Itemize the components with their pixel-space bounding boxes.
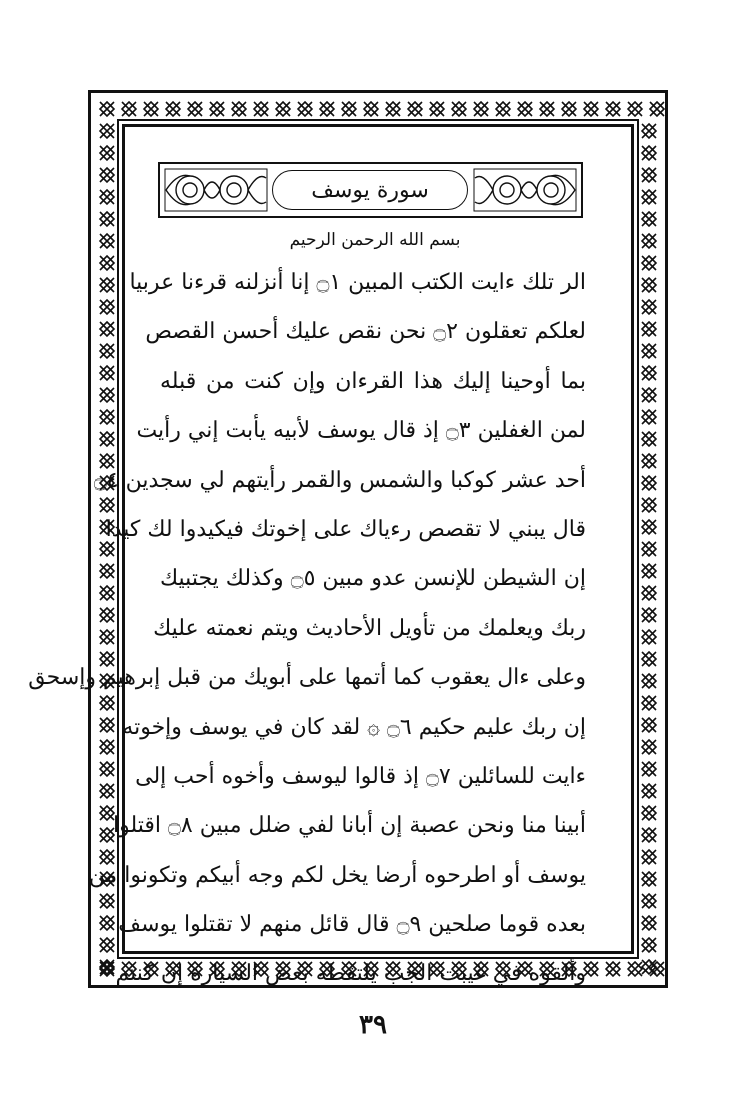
page-number: ٣٩ xyxy=(359,1010,387,1040)
text-line: أبينا منا ونحن عصبة إن أبانا لفي ضلل مبين ۝٨ اقتلوا xyxy=(113,813,586,839)
text-line: بما أوحينا إليك هذا القرءان وإن كنت من قبله xyxy=(160,368,586,394)
text-line: لعلكم تعقلون ۝٢ نحن نقص عليك أحسن القصص xyxy=(145,319,586,345)
arabesque-ornament-left xyxy=(164,168,268,212)
text-line: لمن الغفلين ۝٣ إذ قال يوسف لأبيه يأبت إني رأيت xyxy=(136,418,586,444)
text-line: ءايت للسائلين ۝٧ إذ قالوا ليوسف وأخوه أحب إلى xyxy=(135,763,586,789)
surah-header xyxy=(158,162,583,218)
quran-text xyxy=(28,258,586,999)
text-line: وعلى ءال يعقوب كما أتمها على أبويك من قبل إبرهيم وإسحق xyxy=(28,665,586,691)
basmala: بسم الله الرحمن الرحيم xyxy=(289,230,461,250)
text-line: يوسف أو اطرحوه أرضا يخل لكم وجه أبيكم وتكونوا من xyxy=(88,862,586,888)
text-line: إن ربك عليم حكيم ۝٦ ۞ لقد كان في يوسف وإخوته xyxy=(122,714,586,740)
arabesque-ornament-right xyxy=(473,168,577,212)
text-line: وألقوه في غيبت الجب يلتقطه بعض السيارة إن كنتم xyxy=(115,961,586,987)
surah-title: سورة يوسف xyxy=(272,170,468,210)
text-line: بعده قوما صلحين ۝٩ قال قائل منهم لا تقتلوا يوسف xyxy=(118,912,586,938)
text-line: قال يبني لا تقصص رءياك على إخوتك فيكيدوا لك كيدا xyxy=(105,516,586,542)
text-line: إن الشيطن للإنسن عدو مبين ۝٥ وكذلك يجتبيك xyxy=(160,566,586,592)
text-line: أحد عشر كوكبا والشمس والقمر رأيتهم لي سجدين ۝٤ xyxy=(93,467,586,493)
text-line: ربك ويعلمك من تأويل الأحاديث ويتم نعمته عليك xyxy=(153,615,586,641)
text-line: الر تلك ءايت الكتب المبين ۝١ إنا أنزلنه قرءنا عربيا xyxy=(129,270,586,295)
